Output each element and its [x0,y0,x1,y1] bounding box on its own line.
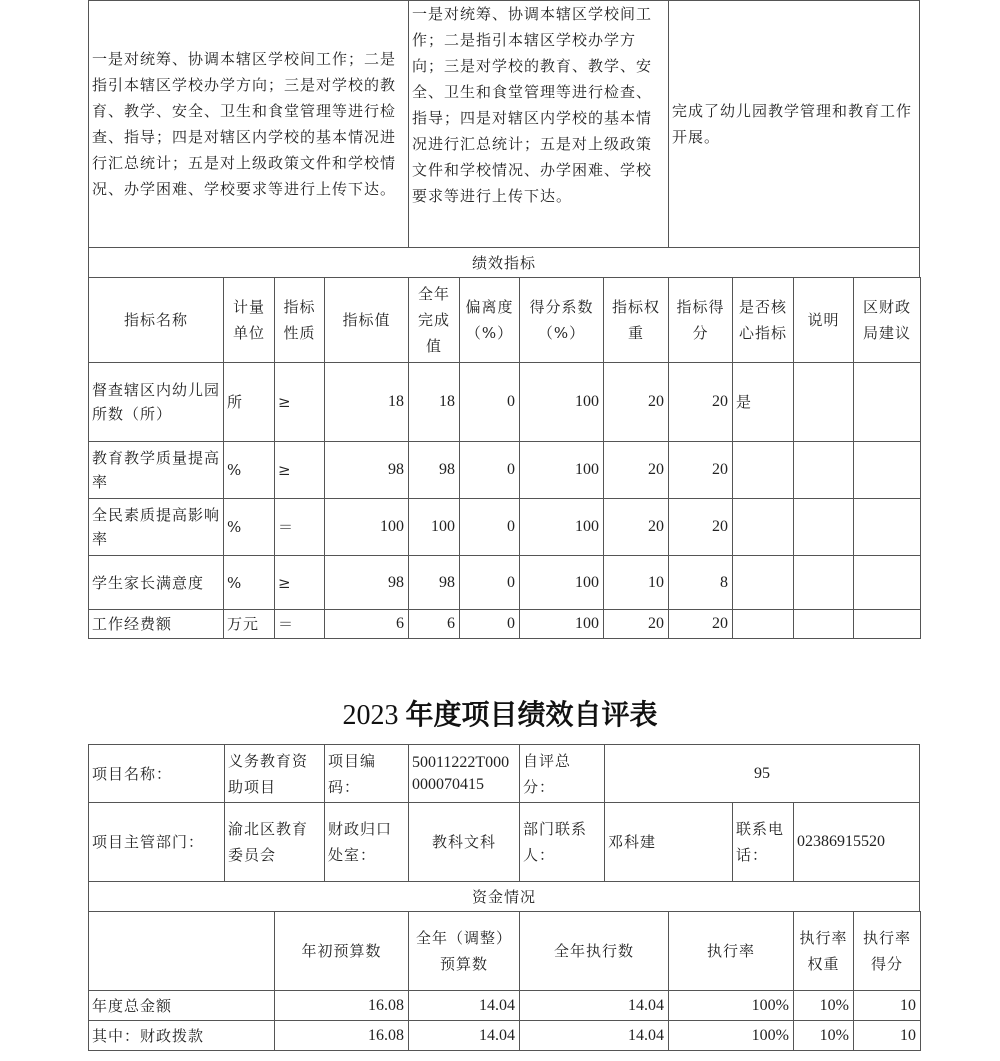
indicator-value-cell [732,441,794,499]
funds-value-cell [668,990,794,1021]
project-name-value [224,744,325,803]
contact-label-text: 部门联系人： [523,820,588,864]
indicator-cell-text: 督查辖区内幼儿园所数（所） [92,381,221,423]
indicator-cell-text: 18 [439,393,455,410]
funds-row-label-cell [88,1020,275,1051]
funds-header-cell [408,911,520,991]
project-code-label-text: 项目编码： [328,751,377,796]
goal-text: 一是对统筹、协调本辖区学校间工作；二是指引本辖区学校办学方向；三是对学校的教育、教学、安全、卫生和食堂管理等进行检查、指导；四是对辖区内学校的基本情况进行汇总统计；五是对上级政策文件和学校情况、办学困难、学校要求等进行上传下达。 [412,5,653,205]
funds-header-text: 执行率得分 [862,929,911,973]
indicator-cell-text: 教育教学质量提高率 [92,449,221,491]
indicator-cell-text: ≥ [278,461,292,479]
indicator-value-cell [274,498,325,556]
indicator-value-cell [793,441,854,499]
indicator-value-cell [408,555,460,610]
funds-value-cell [519,1020,669,1051]
project-name-label [88,744,225,803]
indicator-value-cell [668,609,733,639]
indicator-value-cell [853,609,921,639]
funds-cell-text: 14.04 [479,1026,515,1044]
indicator-value-cell [324,441,409,499]
finance-office-value-text: 教科文科 [431,833,496,851]
indicator-value-cell [793,555,854,610]
indicator-cell-text: 100 [575,518,599,535]
funds-cell-text: 16.08 [368,1026,404,1044]
dept-value [224,802,325,882]
indicator-value-cell [324,555,409,610]
total-score-label-text: 自评总分： [523,751,572,796]
funds-cell-text: 年度总金额 [92,996,173,1015]
indicator-cell-text: 0 [507,615,515,632]
indicator-cell-text: 6 [396,615,404,632]
indicator-cell-text: 全民素质提高影响率 [92,506,221,548]
indicator-value-cell [603,609,669,639]
project-name-label-text: 项目名称： [92,764,173,783]
funds-value-cell [408,990,520,1021]
indicator-value-cell [603,555,669,610]
indicator-name-cell [88,609,224,639]
indicator-value-cell [324,498,409,556]
indicator-value-cell [603,441,669,499]
indicator-header-cell [793,277,854,363]
funds-cell-text: 16.08 [368,996,404,1014]
indicator-cell-text: 100 [575,573,599,591]
indicator-cell-text: 8 [720,573,728,591]
indicator-cell-text: 18 [388,393,404,410]
indicator-cell-text: 20 [712,518,728,535]
funds-header-cell [274,911,409,991]
indicator-header-cell [603,277,669,363]
funds-value-cell [274,1020,409,1051]
indicator-value-cell [274,441,325,499]
indicator-cell-text: 0 [507,518,515,535]
funds-header-text: 全年执行数 [553,942,634,960]
phone-value-text: 02386915520 [797,833,885,850]
funds-cell-text: 100% [751,1026,789,1044]
total-score-value [604,744,920,803]
finance-office-label [324,802,409,882]
indicator-header-text: 指标名称 [123,311,188,329]
indicator-cell-text: 6 [447,615,455,632]
indicator-cell-text: ≥ [278,393,292,411]
funds-section-title [88,881,920,912]
indicator-value-cell [223,441,275,499]
indicator-value-cell [459,441,520,499]
funds-value-cell [519,990,669,1021]
form-title [0,696,1000,736]
indicator-value-cell [408,441,460,499]
indicator-header-cell [274,277,325,363]
indicator-value-cell [223,555,275,610]
indicator-cell-text: 100 [575,461,599,478]
indicator-header-text: 偏离度（%） [465,298,514,342]
funds-cell-text: 100% [751,996,789,1014]
indicator-cell-text: % [227,573,243,592]
indicator-cell-text: 0 [507,393,515,410]
funds-cell-text: 10 [900,996,916,1014]
indicator-value-cell [408,498,460,556]
indicator-cell-text: 100 [431,518,455,535]
funds-section-title-text: 资金情况 [471,887,536,906]
indicator-cell-text: % [227,461,243,479]
indicator-cell-text: ＝ [278,615,295,633]
indicator-cell-text: 98 [388,461,404,478]
indicator-value-cell [519,555,604,610]
indicator-value-cell [732,498,794,556]
indicator-value-cell [668,498,733,556]
indicator-value-cell [793,609,854,639]
indicator-value-cell [732,555,794,610]
indicator-value-cell [732,362,794,442]
goal-text-cell [408,0,669,248]
indicator-header-text: 指标值 [342,311,391,329]
indicator-value-cell [519,441,604,499]
indicator-value-cell [274,609,325,639]
indicator-cell-text: 98 [439,461,455,478]
funds-header-cell [853,911,921,991]
funds-cell-text: 10 [900,1026,916,1044]
indicator-header-text: 是否核心指标 [738,298,787,342]
indicator-cell-text: ≥ [278,573,292,592]
indicator-cell-text: 20 [712,393,728,410]
indicator-header-cell [88,277,224,363]
funds-value-cell [668,1020,794,1051]
funds-header-cell [668,911,794,991]
project-code-value-text: 50011222T000000070415 [412,753,510,793]
indicator-value-cell [793,362,854,442]
indicator-cell-text: 20 [648,615,664,632]
indicator-cell-text: % [227,518,243,536]
indicator-value-cell [853,555,921,610]
funds-cell-text: 10% [819,996,849,1014]
indicator-header-text: 指标得分 [676,298,725,342]
indicator-header-text: 指标权重 [611,298,660,342]
indicator-cell-text: 学生家长满意度 [92,573,205,592]
completion-text: 完成了幼儿园教学管理和教育工作开展。 [672,102,913,146]
indicator-value-cell [668,441,733,499]
indicator-cell-text: 工作经费额 [92,615,173,633]
responsibility-text-cell [88,0,409,248]
indicator-value-cell [223,362,275,442]
project-code-label [324,744,409,803]
total-score-label [519,744,605,803]
funds-value-cell [408,1020,520,1051]
funds-header-text: 全年（调整）预算数 [415,929,512,973]
indicator-cell-text: 20 [648,461,664,478]
indicator-header-cell [223,277,275,363]
indicator-cell-text: 98 [439,573,455,591]
indicator-value-cell [668,555,733,610]
funds-value-cell [793,1020,854,1051]
indicator-value-cell [853,498,921,556]
indicator-header-cell [668,277,733,363]
indicator-header-cell [853,277,921,363]
phone-label-text: 联系电话： [736,820,785,864]
indicator-header-cell [459,277,520,363]
indicator-value-cell [603,498,669,556]
contact-label [519,802,605,882]
funds-header-cell [88,911,275,991]
indicator-value-cell [603,362,669,442]
indicator-cell-text: 所 [227,393,244,411]
indicator-value-cell [519,609,604,639]
funds-header-text: 年初预算数 [301,942,382,960]
funds-header-text: 执行率 [706,942,755,960]
indicator-value-cell [793,498,854,556]
indicator-value-cell [408,609,460,639]
funds-cell-text: 14.04 [479,996,515,1014]
indicator-cell-text: 是 [736,393,753,411]
indicator-cell-text: 20 [712,615,728,632]
funds-header-text: 执行率权重 [799,929,848,973]
indicator-value-cell [274,362,325,442]
indicator-name-cell [88,441,224,499]
indicator-value-cell [324,362,409,442]
indicator-header-cell [519,277,604,363]
indicator-cell-text: 0 [507,573,515,591]
indicator-value-cell [853,362,921,442]
indicator-value-cell [459,362,520,442]
indicator-header-text: 说明 [807,311,840,329]
indicator-header-text: 区财政局建议 [862,298,911,342]
project-code-value [408,744,520,803]
form-title-year: 2023 [342,700,399,731]
indicator-cell-text: 20 [648,518,664,535]
indicator-header-cell [732,277,794,363]
indicator-value-cell [519,362,604,442]
funds-header-cell [519,911,669,991]
funds-cell-text: 14.04 [628,1026,664,1044]
funds-value-cell [853,1020,921,1051]
funds-value-cell [853,990,921,1021]
indicator-header-cell [408,277,460,363]
indicator-name-cell [88,498,224,556]
finance-office-label-text: 财政归口处室： [328,820,393,864]
indicator-cell-text: 0 [507,461,515,478]
indicator-value-cell [223,498,275,556]
indicator-cell-text: 万元 [227,615,260,633]
contact-value [604,802,733,882]
funds-cell-text: 其中：财政拨款 [92,1026,205,1045]
funds-header-cell [793,911,854,991]
project-name-value-text: 义务教育资助项目 [228,751,309,796]
indicator-name-cell [88,362,224,442]
dept-label [88,802,225,882]
indicator-value-cell [324,609,409,639]
funds-cell-text: 14.04 [628,996,664,1014]
total-score-value-text: 95 [754,764,770,782]
funds-row-label-cell [88,990,275,1021]
indicator-cell-text: 20 [712,461,728,478]
phone-value [793,802,920,882]
indicator-header-cell [324,277,409,363]
indicators-section-title-text: 绩效指标 [471,253,536,272]
phone-label [732,802,794,882]
indicator-header-text: 得分系数（%） [529,298,594,342]
indicator-cell-text: 100 [380,518,404,535]
indicator-value-cell [459,555,520,610]
indicator-value-cell [274,555,325,610]
funds-value-cell [274,990,409,1021]
dept-label-text: 项目主管部门： [92,833,205,851]
indicator-value-cell [223,609,275,639]
completion-text-cell [668,0,920,248]
finance-office-value [408,802,520,882]
dept-value-text: 渝北区教育委员会 [228,820,309,864]
indicator-value-cell [853,441,921,499]
indicator-header-text: 全年完成值 [417,285,450,355]
indicator-value-cell [519,498,604,556]
indicator-value-cell [408,362,460,442]
indicator-value-cell [459,498,520,556]
indicator-cell-text: 100 [575,615,599,632]
indicator-value-cell [668,362,733,442]
form-title-text: 年度项目绩效自评表 [405,700,658,731]
indicator-value-cell [732,609,794,639]
indicator-value-cell [459,609,520,639]
responsibility-text: 一是对统筹、协调本辖区学校间工作；二是指引本辖区学校办学方向；三是对学校的教育、教学、安全、卫生和食堂管理等进行检查、指导；四是对辖区内学校的基本情况进行汇总统计；五是对上级政策文件和学校情况、办学困难、学校要求等进行上传下达。 [92,50,397,198]
indicator-cell-text: ＝ [278,518,295,536]
indicator-header-text: 指标性质 [283,298,316,342]
indicator-cell-text: 98 [388,573,404,591]
indicator-cell-text: 20 [648,393,664,410]
indicator-cell-text: 100 [575,393,599,410]
indicator-cell-text: 10 [648,573,664,591]
indicator-name-cell [88,555,224,610]
indicators-section-title [88,247,920,278]
funds-cell-text: 10% [819,1026,849,1044]
indicator-header-text: 计量单位 [232,298,265,342]
funds-value-cell [793,990,854,1021]
contact-value-text: 邓科建 [608,833,657,851]
